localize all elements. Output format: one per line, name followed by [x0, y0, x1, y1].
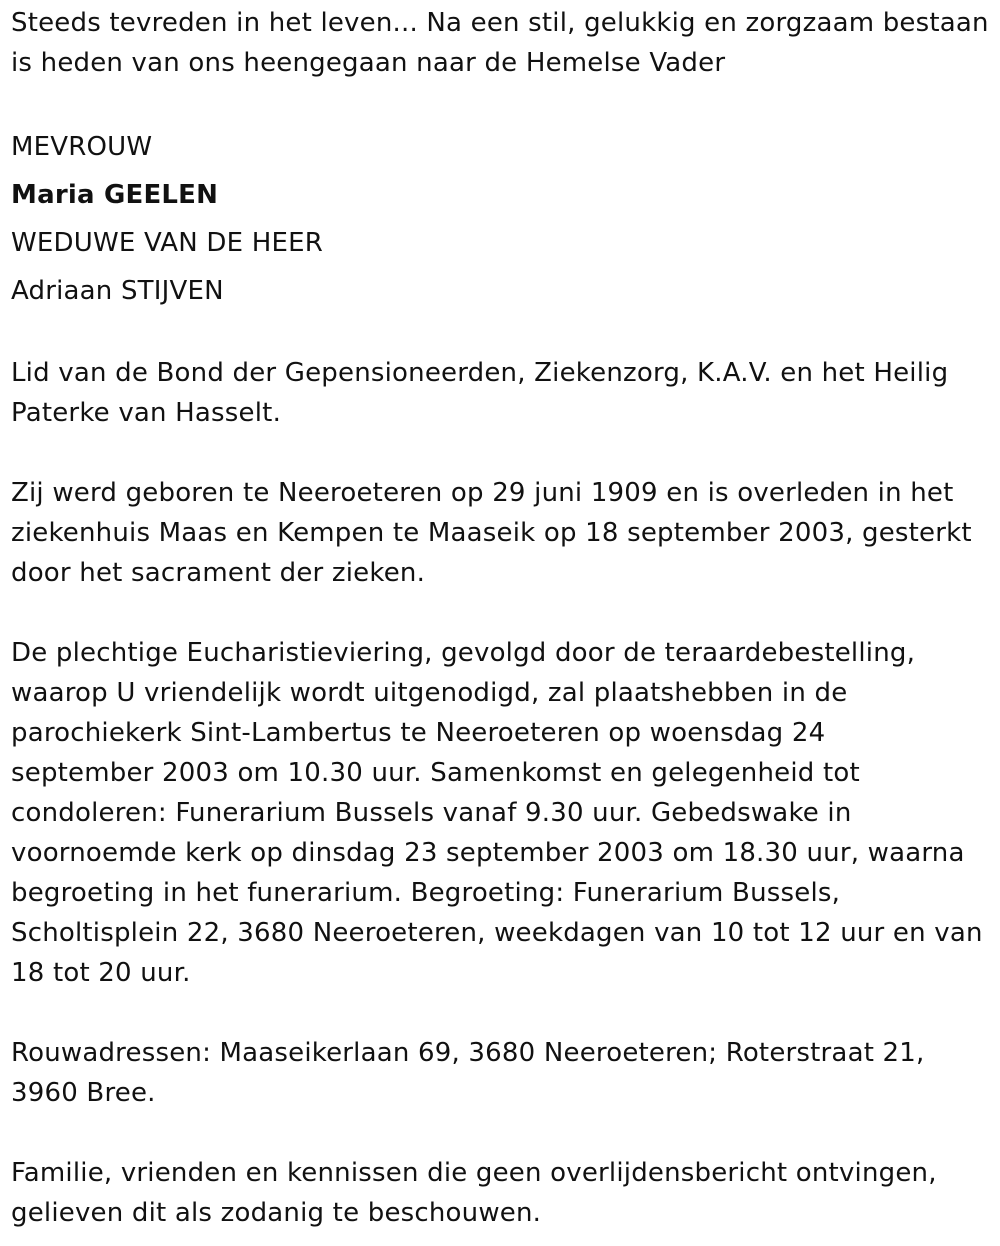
addresses-line: Rouwadressen: Maaseikerlaan 69, 3680 Neeroeteren; Roterstraat 21,	[11, 1038, 925, 1068]
service-line: parochiekerk Sint-Lambertus te Neeroeteren op woensdag 24	[11, 718, 826, 748]
closing-paragraph	[11, 1153, 991, 1233]
life-line: Zij werd geboren te Neeroeteren op 29 juni 1909 en is overleden in het	[11, 478, 954, 508]
life-line: ziekenhuis Maas en Kempen te Maaseik op 18 september 2003, gesterkt	[11, 518, 972, 548]
service-line: september 2003 om 10.30 uur. Samenkomst en gelegenheid tot	[11, 758, 860, 788]
intro-paragraph	[11, 3, 991, 83]
service-line: begroeting in het funerarium. Begroeting: Funerarium Bussels,	[11, 878, 841, 908]
service-line: 18 tot 20 uur.	[11, 958, 191, 988]
service-line: De plechtige Eucharistieviering, gevolgd door de teraardebestelling,	[11, 638, 916, 668]
spouse-name: Adriaan STIJVEN	[11, 276, 224, 306]
life-paragraph	[11, 473, 991, 593]
obituary-document	[11, 3, 991, 1233]
life-line: door het sacrament der zieken.	[11, 558, 426, 588]
service-line: voornoemde kerk op dinsdag 23 september 2003 om 18.30 uur, waarna	[11, 838, 965, 868]
membership-line: Lid van de Bond der Gepensioneerden, Ziekenzorg, K.A.V. en het Heilig	[11, 358, 949, 388]
service-line: condoleren: Funerarium Bussels vanaf 9.30 uur. Gebedswake in	[11, 798, 852, 828]
service-line: Scholtisplein 22, 3680 Neeroeteren, weekdagen van 10 tot 12 uur en van	[11, 918, 983, 948]
deceased-block	[11, 123, 991, 315]
membership-paragraph	[11, 353, 991, 433]
closing-line: gelieven dit als zodanig te beschouwen.	[11, 1198, 542, 1228]
intro-line: is heden van ons heengegaan naar de Hemelse Vader	[11, 48, 726, 78]
intro-line: Steeds tevreden in het leven... Na een stil, gelukkig en zorgzaam bestaan	[11, 8, 989, 38]
relation-line: WEDUWE VAN DE HEER	[11, 228, 323, 258]
honorific: MEVROUW	[11, 132, 153, 162]
addresses-line: 3960 Bree.	[11, 1078, 156, 1108]
addresses-paragraph	[11, 1033, 991, 1113]
service-paragraph	[11, 633, 991, 993]
closing-line: Familie, vrienden en kennissen die geen overlijdensbericht ontvingen,	[11, 1158, 937, 1188]
deceased-name: Maria GEELEN	[11, 180, 219, 210]
membership-line: Paterke van Hasselt.	[11, 398, 282, 428]
service-line: waarop U vriendelijk wordt uitgenodigd, zal plaatshebben in de	[11, 678, 848, 708]
